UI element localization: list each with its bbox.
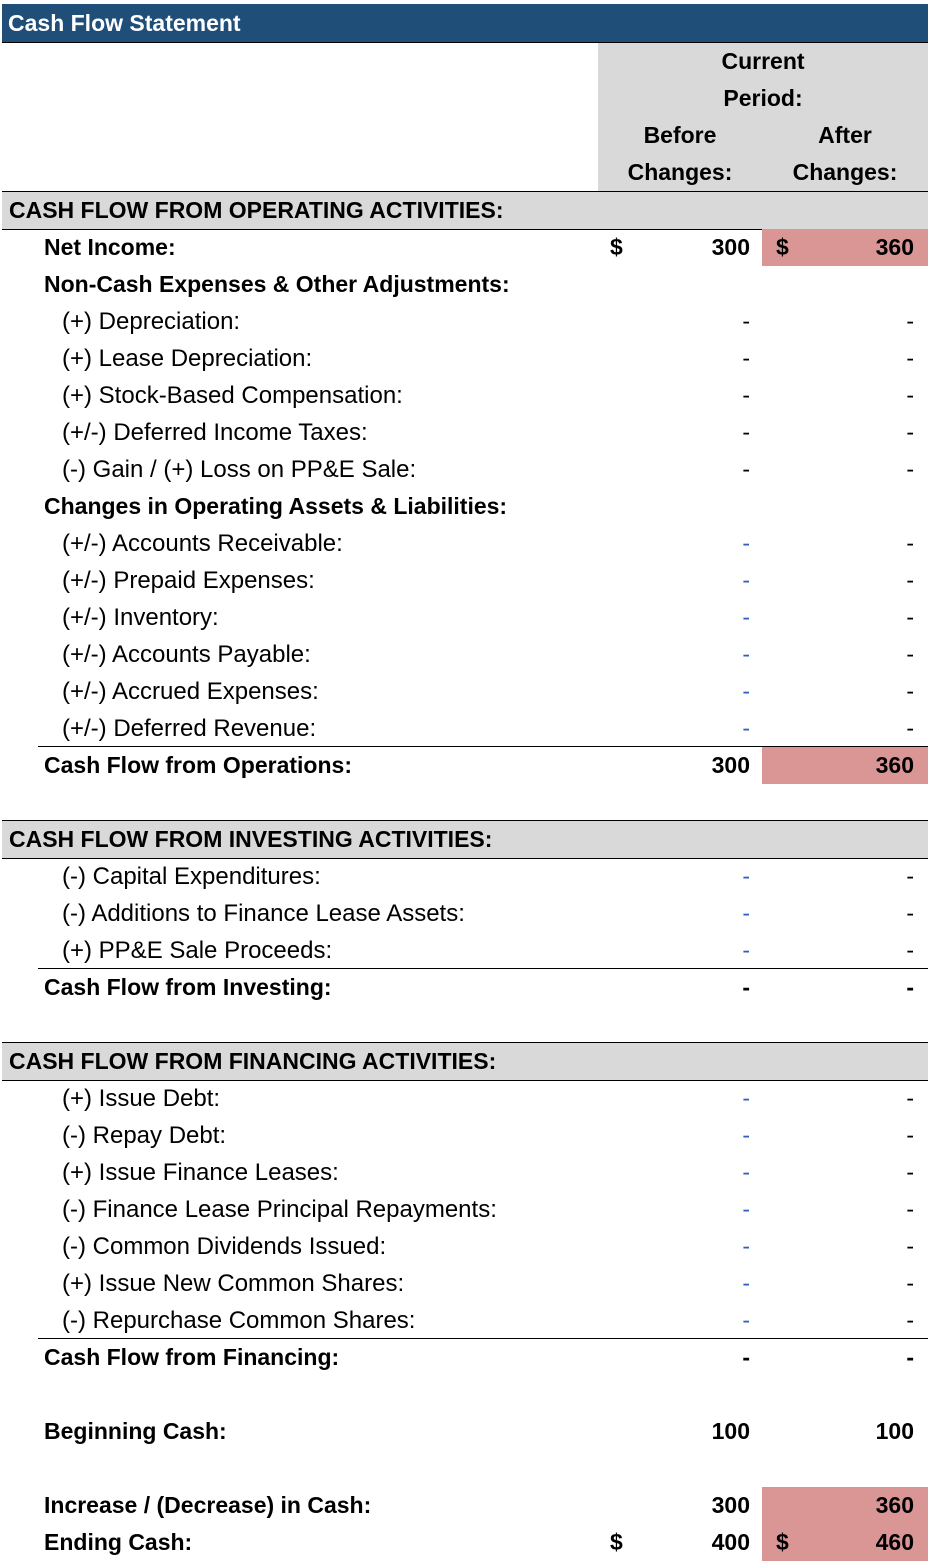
header-period: Period: <box>723 85 803 111</box>
row-accounts-payable <box>0 636 932 673</box>
row-label: (+/-) Accounts Payable: <box>62 641 311 668</box>
after-value: - <box>906 308 914 334</box>
header-current: Current <box>721 48 805 74</box>
row-label: (+/-) Deferred Income Taxes: <box>62 419 368 446</box>
before-value: - <box>742 345 750 371</box>
after-value: - <box>906 419 914 445</box>
section-heading: CASH FLOW FROM OPERATING ACTIVITIES: <box>9 197 504 223</box>
before-value: 100 <box>711 1418 750 1444</box>
header-after-1: After <box>818 122 872 148</box>
before-input-value[interactable]: - <box>742 1196 750 1222</box>
before-input-value[interactable]: - <box>742 1270 750 1296</box>
header-after-2: Changes: <box>792 159 898 185</box>
row-label: (-) Common Dividends Issued: <box>62 1233 387 1260</box>
row-issue-finance-leases <box>0 1154 932 1191</box>
section-financing <box>2 1042 928 1081</box>
after-value: - <box>906 900 914 926</box>
row-label: (+) PP&E Sale Proceeds: <box>62 937 333 964</box>
row-cf-financing <box>0 1339 932 1376</box>
section-heading: CASH FLOW FROM INVESTING ACTIVITIES: <box>9 826 493 852</box>
before-value: - <box>742 419 750 445</box>
before-value: - <box>742 382 750 408</box>
after-value: - <box>906 604 914 630</box>
row-finance-lease-additions <box>0 895 932 932</box>
before-input-value[interactable]: - <box>742 641 750 667</box>
row-label: Increase / (Decrease) in Cash: <box>44 1492 372 1518</box>
row-cf-investing <box>0 969 932 1006</box>
after-value: - <box>906 1122 914 1148</box>
after-value: - <box>906 1270 914 1296</box>
row-label: (-) Finance Lease Principal Repayments: <box>62 1196 497 1223</box>
row-label: (+/-) Accrued Expenses: <box>62 678 319 705</box>
after-value: - <box>906 1196 914 1222</box>
row-lease-depreciation <box>0 340 932 377</box>
after-value: - <box>906 1085 914 1111</box>
sheet-title: Cash Flow Statement <box>8 10 241 36</box>
row-issue-shares <box>0 1265 932 1302</box>
after-value: - <box>906 974 914 1000</box>
before-input-value[interactable]: - <box>742 1233 750 1259</box>
before-input-value[interactable]: - <box>742 715 750 741</box>
before-input-value[interactable]: - <box>742 937 750 963</box>
before-value: 400 <box>711 1529 750 1555</box>
row-gain-loss <box>0 451 932 488</box>
row-noncash-heading <box>0 266 932 303</box>
currency-symbol: $ <box>610 234 623 260</box>
row-label: (+/-) Accounts Receivable: <box>62 530 343 557</box>
before-input-value[interactable]: - <box>742 567 750 593</box>
row-label: (+/-) Inventory: <box>62 604 219 631</box>
row-cf-operations <box>0 747 932 784</box>
before-input-value[interactable]: - <box>742 678 750 704</box>
row-label: (+/-) Deferred Revenue: <box>62 715 317 742</box>
before-value: - <box>742 974 750 1000</box>
after-value: - <box>906 345 914 371</box>
row-repurchase-shares <box>0 1302 932 1339</box>
row-depreciation <box>0 303 932 340</box>
before-value: - <box>742 1344 750 1370</box>
after-value: - <box>906 715 914 741</box>
header-before-2: Changes: <box>627 159 733 185</box>
after-value: - <box>906 937 914 963</box>
row-label: Ending Cash: <box>44 1529 193 1555</box>
row-label: (+) Issue Finance Leases: <box>62 1159 339 1186</box>
row-label: (+/-) Prepaid Expenses: <box>62 567 315 594</box>
before-value: - <box>742 456 750 482</box>
section-operating <box>2 191 928 230</box>
row-increase-decrease <box>0 1487 932 1524</box>
row-ppe-proceeds <box>0 932 932 969</box>
before-value: 300 <box>711 1492 750 1518</box>
after-value: - <box>906 530 914 556</box>
title-bar <box>2 4 928 43</box>
subheading: Non-Cash Expenses & Other Adjustments: <box>44 271 510 297</box>
row-label: (+) Stock-Based Compensation: <box>62 382 403 409</box>
row-capex <box>0 858 932 895</box>
row-label: (-) Gain / (+) Loss on PP&E Sale: <box>62 456 417 483</box>
before-value: 300 <box>711 234 750 260</box>
row-dividends <box>0 1228 932 1265</box>
row-label: Beginning Cash: <box>44 1418 227 1444</box>
after-value: - <box>906 1233 914 1259</box>
after-value: 360 <box>875 1492 914 1518</box>
row-changes-heading <box>0 488 932 525</box>
row-deferred-taxes <box>0 414 932 451</box>
header-before-1: Before <box>643 122 717 148</box>
currency-symbol: $ <box>610 1529 623 1555</box>
row-label: Cash Flow from Financing: <box>44 1344 340 1370</box>
row-net-income <box>0 229 932 266</box>
row-repay-debt <box>0 1117 932 1154</box>
before-input-value[interactable]: - <box>742 1307 750 1333</box>
row-lease-principal <box>0 1191 932 1228</box>
after-value: - <box>906 641 914 667</box>
row-beginning-cash <box>0 1413 932 1450</box>
row-label: (+) Issue New Common Shares: <box>62 1270 405 1297</box>
before-value: 300 <box>711 752 750 778</box>
row-label: Cash Flow from Investing: <box>44 974 332 1000</box>
section-heading: CASH FLOW FROM FINANCING ACTIVITIES: <box>9 1048 497 1074</box>
row-ending-cash <box>0 1524 932 1561</box>
after-value: - <box>906 1159 914 1185</box>
currency-symbol: $ <box>776 234 789 260</box>
row-label: (-) Repay Debt: <box>62 1122 227 1149</box>
currency-symbol: $ <box>776 1529 789 1555</box>
after-value: - <box>906 567 914 593</box>
row-accrued-expenses <box>0 673 932 710</box>
row-issue-debt <box>0 1080 932 1117</box>
after-value: - <box>906 863 914 889</box>
before-input-value[interactable]: - <box>742 900 750 926</box>
before-input-value[interactable]: - <box>742 1122 750 1148</box>
row-label: (+) Depreciation: <box>62 308 241 335</box>
row-prepaid-expenses <box>0 562 932 599</box>
row-label: (-) Additions to Finance Lease Assets: <box>62 900 465 927</box>
section-investing <box>2 820 928 859</box>
row-label: (+) Lease Depreciation: <box>62 345 313 372</box>
row-accounts-receivable <box>0 525 932 562</box>
after-value: 100 <box>875 1418 914 1444</box>
after-value: 360 <box>875 752 914 778</box>
before-input-value[interactable]: - <box>742 1159 750 1185</box>
before-input-value[interactable]: - <box>742 604 750 630</box>
after-value: - <box>906 382 914 408</box>
subheading: Changes in Operating Assets & Liabilities: <box>44 493 508 519</box>
before-input-value[interactable]: - <box>742 1085 750 1111</box>
after-value: 460 <box>875 1529 914 1555</box>
after-value: - <box>906 1307 914 1333</box>
row-deferred-revenue <box>0 710 932 747</box>
row-label: (-) Repurchase Common Shares: <box>62 1307 416 1334</box>
after-value: - <box>906 678 914 704</box>
row-label: Net Income: <box>44 234 176 260</box>
row-label: (-) Capital Expenditures: <box>62 863 321 890</box>
row-sbc <box>0 377 932 414</box>
before-value: - <box>742 308 750 334</box>
before-input-value[interactable]: - <box>742 863 750 889</box>
row-inventory <box>0 599 932 636</box>
row-label: Cash Flow from Operations: <box>44 752 352 778</box>
after-value: - <box>906 456 914 482</box>
row-label: (+) Issue Debt: <box>62 1085 221 1112</box>
after-value: 360 <box>875 234 914 260</box>
after-value: - <box>906 1344 914 1370</box>
before-input-value[interactable]: - <box>742 530 750 556</box>
